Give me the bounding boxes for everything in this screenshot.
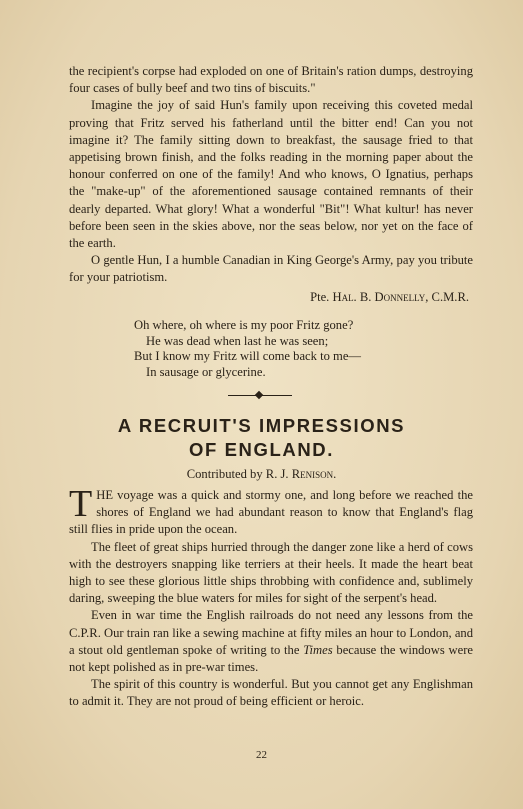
page-number: 22 (256, 749, 267, 761)
poem-line: Oh where, oh where is my poor Fritz gone? (134, 318, 354, 332)
article-paragraph-1: THE voyage was a quick and stormy one, and long before we reached the shores of England we had abundant reason to know that England's flag still flies in pride upon the ocean. (69, 483, 473, 537)
signature-name: Hal. B. Donnelly (332, 289, 426, 304)
contributor-line: Contributed by R. J. Renison. (186, 467, 337, 481)
article-paragraph-2: The fleet of great ships hurried through the danger zone like a herd of cows with the destroyers snapping like terriers at their heels. It made the heart beat high to see these glorious little ships throbbing with confidence and, sublimely daring, sweeping the blue waters for miles for sight of the serpent's head. (69, 539, 473, 606)
article-title: A RECRUIT'S IMPRESSIONS OF ENGLAND. (117, 415, 406, 460)
drop-cap: T (69, 483, 93, 525)
article-paragraph-4: The spirit of this country is wonderful. But you cannot get any Englishman to admit it. They are not proud of being efficient or heroic. (69, 677, 473, 709)
section-divider (228, 395, 292, 396)
poem-line: In sausage or glycerine. (146, 364, 266, 379)
paragraph-imagine: Imagine the joy of said Hun's family upon receiving this coveted medal proving that Fritz served his fatherland until the bitter end! Can you not imagine it? The family sitting down to breakfast, the sausage fried to that appetising brown finish, and the folks reading in the morning paper about the honour conferred on one of the family! And who knows, O Ignatius, perhaps the "make-up" of the aforementioned sausage contained remnants of their dearly departed. What glory! What a wonderful "Bit"! What kultur! has never before been seen in the skies above, nor the seas below, nor yet on the face of the earth. (69, 98, 473, 251)
contributor-name: Renison. (291, 467, 337, 481)
article-body (69, 483, 473, 711)
signature: Pte. Hal. B. Donnelly, C.M.R. (310, 289, 469, 304)
poem (134, 318, 361, 380)
paragraph-continuation: the recipient's corpse had exploded on one of Britain's ration dumps, destroying four cases of bully beef and two tins of biscuits." (69, 64, 473, 96)
poem-line: But I know my Fritz will come back to me— (134, 349, 362, 364)
article-paragraph-3: Even in war time the English railroads do not need any lessons from the C.P.R. Our train ran like a sewing machine at fifty miles an hour to London, and a stout old gentleman spoke of writing to the Times because the windows were not kept polished as in pre-war times. (69, 608, 473, 675)
poem-line: He was dead when last he was seen; (146, 333, 329, 348)
paragraph-tribute: O gentle Hun, I a humble Canadian in King George's Army, pay you tribute for your patriotism. (69, 253, 473, 285)
top-text-block (69, 63, 473, 306)
divider-diamond-icon (255, 391, 263, 399)
